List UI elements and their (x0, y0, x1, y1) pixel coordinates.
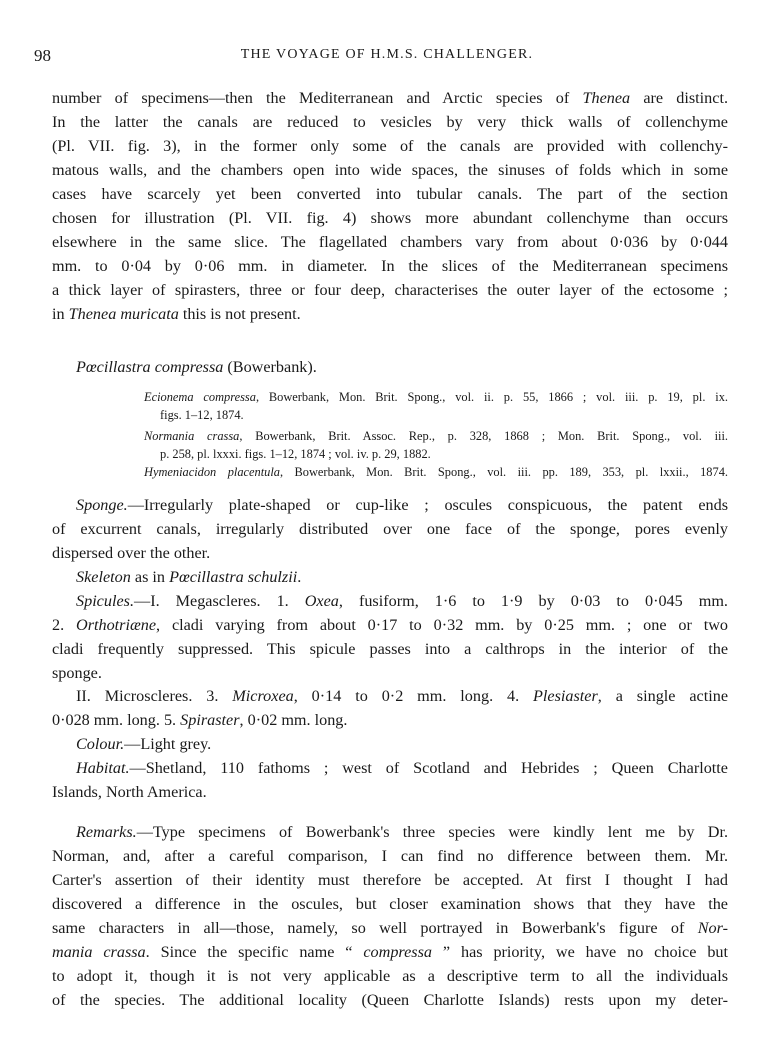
synonym-line: p. 258, pl. lxxxi. figs. 1–12, 1874 ; vol. iv. p. 29, 1882. (160, 447, 431, 461)
text-line: Spicules.—I. Megascleres. 1. Oxea, fusiform, 1·6 to 1·9 by 0·03 to 0·045 mm. (76, 592, 728, 610)
text-line: a thick layer of spirasters, three or four deep, characterises the outer layer of the ectosome ; (52, 281, 728, 299)
text-line: Colour.—Light grey. (76, 735, 212, 753)
text-line: mm. to 0·04 by 0·06 mm. in diameter. In the slices of the Mediterranean specimens (52, 257, 728, 275)
text-line: to adopt it, though it is not very applicable as a descriptive term to all the individuals (52, 967, 728, 985)
synonym-line: figs. 1–12, 1874. (160, 408, 244, 422)
text-line: II. Microscleres. 3. Microxea, 0·14 to 0·2 mm. long. 4. Plesiaster, a single actine (76, 687, 729, 705)
text-line: matous walls, and the chambers open into wide spaces, the sinuses of folds which in some (52, 161, 728, 179)
text-line: Skeleton as in Pœcillastra schulzii. (76, 568, 302, 586)
text-line: chosen for illustration (Pl. VII. fig. 4) shows more abundant collenchyme than occurs (52, 209, 728, 227)
text-line: cases have scarcely yet been converted into tubular canals. The part of the section (52, 185, 728, 203)
text-line: dispersed over the other. (52, 544, 211, 562)
page-header (34, 46, 740, 70)
text-line: (Pl. VII. fig. 3), in the former only some of the canals are provided with collenchy- (52, 137, 728, 155)
text-line: Sponge.—Irregularly plate-shaped or cup-like ; oscules conspicuous, the patent ends (76, 496, 728, 514)
text-line: cladi frequently suppressed. This spicule passes into a calthrops in the interior of the (52, 640, 728, 658)
text-line: Habitat.—Shetland, 110 fathoms ; west of Scotland and Hebrides ; Queen Charlotte (76, 759, 728, 777)
text-line: 2. Orthotriæne, cladi varying from about 0·17 to 0·32 mm. by 0·25 mm. ; one or two (52, 616, 729, 634)
text-line: Islands, North America. (52, 783, 207, 801)
text-line: discovered a difference in the oscules, but closer examination shows that they have the (52, 895, 728, 913)
species-author: (Bowerbank). (223, 358, 317, 376)
text-line: same characters in all—those, namely, so well portrayed in Bowerbank's figure of Nor- (52, 919, 728, 937)
synonym-line: Ecionema compressa, Bowerbank, Mon. Brit. Spong., vol. ii. p. 55, 1866 ; vol. iii. p. 19, pl. ix. (144, 390, 728, 404)
text-line: 0·028 mm. long. 5. Spiraster, 0·02 mm. long. (52, 711, 348, 729)
text-line: Norman, and, after a careful comparison, I can find no difference between them. Mr. (52, 847, 728, 865)
text-line: in Thenea muricata this is not present. (52, 305, 301, 323)
text-line: In the latter the canals are reduced to vesicles by very thick walls of collenchyme (52, 113, 728, 131)
synonym-line: Normania crassa, Bowerbank, Brit. Assoc. Rep., p. 328, 1868 ; Mon. Brit. Spong., vol. iii. (144, 429, 728, 443)
synonym-line: Hymeniacidon placentula, Bowerbank, Mon. Brit. Spong., vol. iii. pp. 189, 353, pl. lxxii., 1874. (144, 465, 728, 479)
text-line: Carter's assertion of their identity must therefore be accepted. At first I thought I had (52, 871, 728, 889)
text-line: of excurrent canals, irregularly distributed over one face of the sponge, pores evenly (52, 520, 728, 538)
species-heading (76, 356, 728, 378)
running-title: THE VOYAGE OF H.M.S. CHALLENGER. (240, 47, 534, 62)
text-line: Remarks.—Type specimens of Bowerbank's three species were kindly lent me by Dr. (76, 823, 728, 841)
text-line: number of specimens—then the Mediterranean and Arctic species of Thenea are distinct. (52, 89, 728, 107)
text-line: mania crassa. Since the specific name “ compressa ” has priority, we have no choice but (52, 943, 728, 961)
page-number: 98 (34, 46, 51, 65)
text-line: elsewhere in the same slice. The flagellated chambers vary from about 0·036 by 0·044 (52, 233, 728, 251)
species-name: Pœcillastra compressa (76, 358, 224, 376)
text-line: of the species. The additional locality (Queen Charlotte Islands) rests upon my deter- (52, 991, 728, 1009)
text-line: sponge. (52, 664, 102, 682)
